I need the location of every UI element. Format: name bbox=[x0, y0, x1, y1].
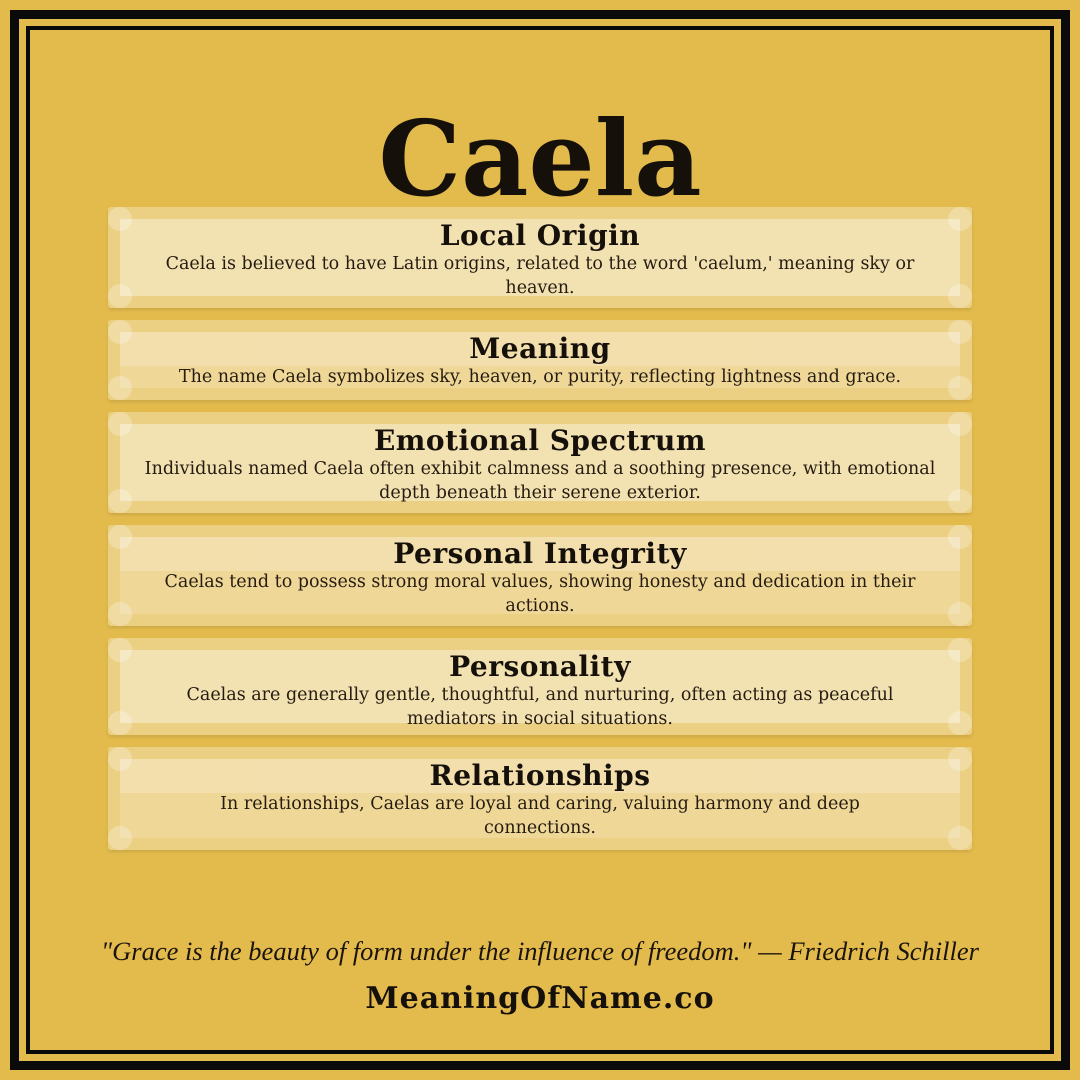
section-card-panel bbox=[120, 219, 960, 296]
section-body: Caela is believed to have Latin origins, related to the word 'caelum,' meaning sky or heaven. bbox=[165, 254, 915, 298]
section-card-relationships bbox=[108, 747, 972, 850]
section-heading: Relationships bbox=[429, 759, 651, 792]
section-heading: Personal Integrity bbox=[393, 537, 687, 570]
section-body: Individuals named Caela often exhibit calmness and a soothing presence, with emotional depth beneath their serene exterior. bbox=[144, 459, 936, 503]
corner-rivet bbox=[108, 711, 132, 735]
corner-rivet bbox=[948, 376, 972, 400]
corner-rivet bbox=[108, 320, 132, 344]
section-card-panel bbox=[120, 759, 960, 838]
corner-rivet bbox=[948, 284, 972, 308]
attribution-quote: "Grace is the beauty of form under the influence of freedom." — Friedrich Schiller bbox=[101, 936, 979, 966]
section-card-panel bbox=[120, 537, 960, 614]
section-body: The name Caela symbolizes sky, heaven, or purity, reflecting lightness and grace. bbox=[178, 367, 902, 388]
section-card-personal-integrity bbox=[108, 525, 972, 626]
corner-rivet bbox=[948, 711, 972, 735]
section-body: In relationships, Caelas are loyal and caring, valuing harmony and deep connections. bbox=[220, 794, 860, 838]
page-title: Caela bbox=[378, 96, 702, 220]
corner-rivet bbox=[948, 412, 972, 436]
section-body: Caelas tend to possess strong moral values, showing honesty and dedication in their actions. bbox=[164, 572, 916, 616]
section-heading: Local Origin bbox=[439, 219, 641, 252]
section-card-panel bbox=[120, 424, 960, 501]
corner-rivet bbox=[948, 602, 972, 626]
section-card-personality bbox=[108, 638, 972, 735]
section-body: Caelas are generally gentle, thoughtful, and nurturing, often acting as peaceful mediators in social situations. bbox=[186, 685, 894, 729]
corner-rivet bbox=[108, 602, 132, 626]
section-heading: Emotional Spectrum bbox=[373, 424, 707, 457]
section-card-emotional-spectrum bbox=[108, 412, 972, 513]
corner-rivet bbox=[948, 638, 972, 662]
corner-rivet bbox=[948, 826, 972, 850]
corner-rivet bbox=[108, 489, 132, 513]
corner-rivet bbox=[108, 376, 132, 400]
corner-rivet bbox=[108, 284, 132, 308]
corner-rivet bbox=[108, 525, 132, 549]
corner-rivet bbox=[948, 320, 972, 344]
corner-rivet bbox=[108, 638, 132, 662]
site-brand: MeaningOfName.co bbox=[365, 981, 715, 1016]
section-card-local-origin bbox=[108, 207, 972, 308]
corner-rivet bbox=[948, 207, 972, 231]
section-card-meaning bbox=[108, 320, 972, 400]
corner-rivet bbox=[948, 489, 972, 513]
corner-rivet bbox=[108, 747, 132, 771]
corner-rivet bbox=[108, 826, 132, 850]
corner-rivet bbox=[108, 207, 132, 231]
section-heading: Personality bbox=[449, 650, 631, 683]
section-card-panel bbox=[120, 650, 960, 729]
section-heading: Meaning bbox=[469, 332, 611, 365]
corner-rivet bbox=[948, 747, 972, 771]
corner-rivet bbox=[948, 525, 972, 549]
section-list bbox=[108, 207, 972, 850]
corner-rivet bbox=[108, 412, 132, 436]
section-card-panel bbox=[120, 332, 960, 388]
